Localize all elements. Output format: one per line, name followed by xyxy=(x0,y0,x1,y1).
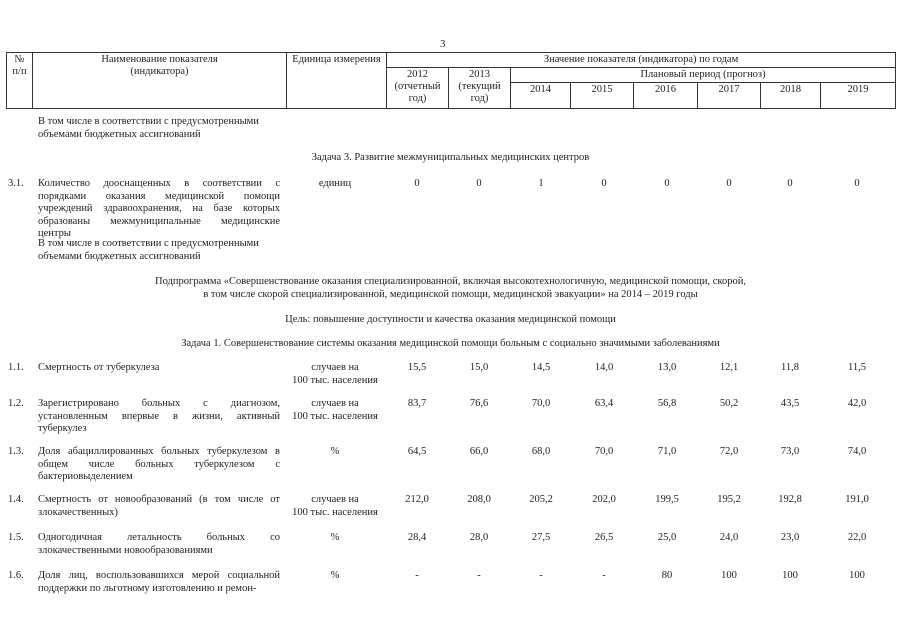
header-name: Наименование показателя (индикатора) xyxy=(33,53,287,109)
row-number: 1.6. xyxy=(8,570,24,581)
header-year: 2015 xyxy=(571,83,634,109)
row-value: 15,0 xyxy=(469,362,489,373)
row-value: 22,0 xyxy=(847,532,867,543)
row-value: 212,0 xyxy=(405,494,429,505)
row-name: Смертность от новообразований (в том числе от злокачественных) xyxy=(38,494,280,518)
row-value: 14,0 xyxy=(594,362,614,373)
task-3-heading: Задача 3. Развитие межмуниципальных медицинских центров xyxy=(311,152,590,163)
header-year: 2017 xyxy=(698,83,761,109)
row-value: 68,0 xyxy=(531,446,551,457)
row-value: - xyxy=(539,570,543,581)
row-value: 0 xyxy=(476,178,482,189)
row-value: 12,1 xyxy=(719,362,739,373)
task-1-heading: Задача 1. Совершенствование системы оказания медицинской помощи больным с социально значимыми заболеваниями xyxy=(181,338,720,349)
row-value: 0 xyxy=(726,178,732,189)
row-unit: случаев на 100 тыс. населения xyxy=(292,494,378,518)
row-value: 56,8 xyxy=(657,398,677,409)
subprogram-heading: Подпрограмма «Совершенствование оказания специализированной, включая высокотехнологичную, медицинской помощи, скорой, в том числе скорой специализированной, медицинской помощи, медицинской эвакуации» на 2014 – 2019 годы xyxy=(155,276,746,300)
row-unit: % xyxy=(330,570,340,581)
row-unit: % xyxy=(330,446,340,457)
row-value: 100 xyxy=(782,570,798,581)
row-value: 83,7 xyxy=(407,398,427,409)
row-value: 205,2 xyxy=(529,494,553,505)
row-value: 23,0 xyxy=(780,532,800,543)
row-value: 25,0 xyxy=(657,532,677,543)
row-name: Количество дооснащенных в соответствии с порядками оказания медицинской помощи учреждений здравоохранения, на базе которых образованы межмуниципальные медицинские центры xyxy=(38,178,280,239)
row-value: 14,5 xyxy=(531,362,551,373)
row-value: 43,5 xyxy=(780,398,800,409)
row-name: Смертность от туберкулеза xyxy=(38,362,160,373)
row-value: 42,0 xyxy=(847,398,867,409)
row-value: 0 xyxy=(414,178,420,189)
note-text: В том числе в соответствии с предусмотренными объемами бюджетных ассигнований xyxy=(38,116,259,140)
row-value: 15,5 xyxy=(407,362,427,373)
row-unit: % xyxy=(330,532,340,543)
row-name: Зарегистрировано больных с диагнозом, установленным впервые в жизни, активный туберкулез xyxy=(38,398,280,434)
row-value: 73,0 xyxy=(780,446,800,457)
row-value: 50,2 xyxy=(719,398,739,409)
row-unit: случаев на 100 тыс. населения xyxy=(292,398,378,422)
note-text: В том числе в соответствии с предусмотренными объемами бюджетных ассигнований xyxy=(38,238,259,262)
header-table xyxy=(6,52,896,109)
page-number: 3 xyxy=(440,38,446,50)
row-value: 0 xyxy=(854,178,860,189)
row-unit: единиц xyxy=(318,178,352,189)
header-2013: 2013 (текущий год) xyxy=(449,68,511,109)
row-value: 26,5 xyxy=(594,532,614,543)
row-value: 0 xyxy=(601,178,607,189)
row-value: 191,0 xyxy=(845,494,869,505)
row-value: 66,0 xyxy=(469,446,489,457)
row-value: 0 xyxy=(664,178,670,189)
row-value: 1 xyxy=(538,178,544,189)
goal-heading: Цель: повышение доступности и качества оказания медицинской помощи xyxy=(285,314,616,325)
header-unit: Единица измерения xyxy=(287,53,387,109)
row-value: - xyxy=(477,570,481,581)
row-value: 202,0 xyxy=(592,494,616,505)
row-value: 24,0 xyxy=(719,532,739,543)
row-value: 64,5 xyxy=(407,446,427,457)
row-number: 3.1. xyxy=(8,178,24,189)
row-value: 28,0 xyxy=(469,532,489,543)
row-value: 208,0 xyxy=(467,494,491,505)
row-value: 70,0 xyxy=(594,446,614,457)
row-value: - xyxy=(602,570,606,581)
row-value: 72,0 xyxy=(719,446,739,457)
row-value: 195,2 xyxy=(717,494,741,505)
header-values-title: Значение показателя (индикатора) по годам xyxy=(387,53,896,68)
row-number: 1.1. xyxy=(8,362,24,373)
row-value: 0 xyxy=(787,178,793,189)
row-value: 76,6 xyxy=(469,398,489,409)
row-value: 28,4 xyxy=(407,532,427,543)
header-2012: 2012 (отчетный год) xyxy=(387,68,449,109)
row-value: 192,8 xyxy=(778,494,802,505)
row-value: 11,8 xyxy=(781,362,799,373)
row-value: 27,5 xyxy=(531,532,551,543)
row-number: 1.2. xyxy=(8,398,24,409)
row-unit: случаев на 100 тыс. населения xyxy=(292,362,378,386)
header-planned: Плановый период (прогноз) xyxy=(511,68,896,83)
header-num: № п/п xyxy=(7,53,33,109)
row-number: 1.5. xyxy=(8,532,24,543)
row-value: 71,0 xyxy=(657,446,677,457)
row-value: 199,5 xyxy=(655,494,679,505)
row-number: 1.4. xyxy=(8,494,24,505)
row-value: - xyxy=(415,570,419,581)
header-year: 2016 xyxy=(634,83,698,109)
header-year: 2018 xyxy=(761,83,821,109)
header-year: 2019 xyxy=(821,83,896,109)
row-value: 74,0 xyxy=(847,446,867,457)
row-value: 11,5 xyxy=(848,362,866,373)
row-value: 63,4 xyxy=(594,398,614,409)
row-value: 100 xyxy=(849,570,865,581)
row-name: Доля абациллированных больных туберкулезом в общем числе больных туберкулезом с бактериовыделением xyxy=(38,446,280,482)
row-value: 70,0 xyxy=(531,398,551,409)
row-name: Доля лиц, воспользовавшихся мерой социальной поддержки по льготному изготовлению и ремон- xyxy=(38,570,280,594)
row-number: 1.3. xyxy=(8,446,24,457)
header-year: 2014 xyxy=(511,83,571,109)
row-value: 100 xyxy=(721,570,737,581)
row-value: 80 xyxy=(661,570,673,581)
row-value: 13,0 xyxy=(657,362,677,373)
row-name: Одногодичная летальность больных со злокачественными новообразованиями xyxy=(38,532,280,556)
